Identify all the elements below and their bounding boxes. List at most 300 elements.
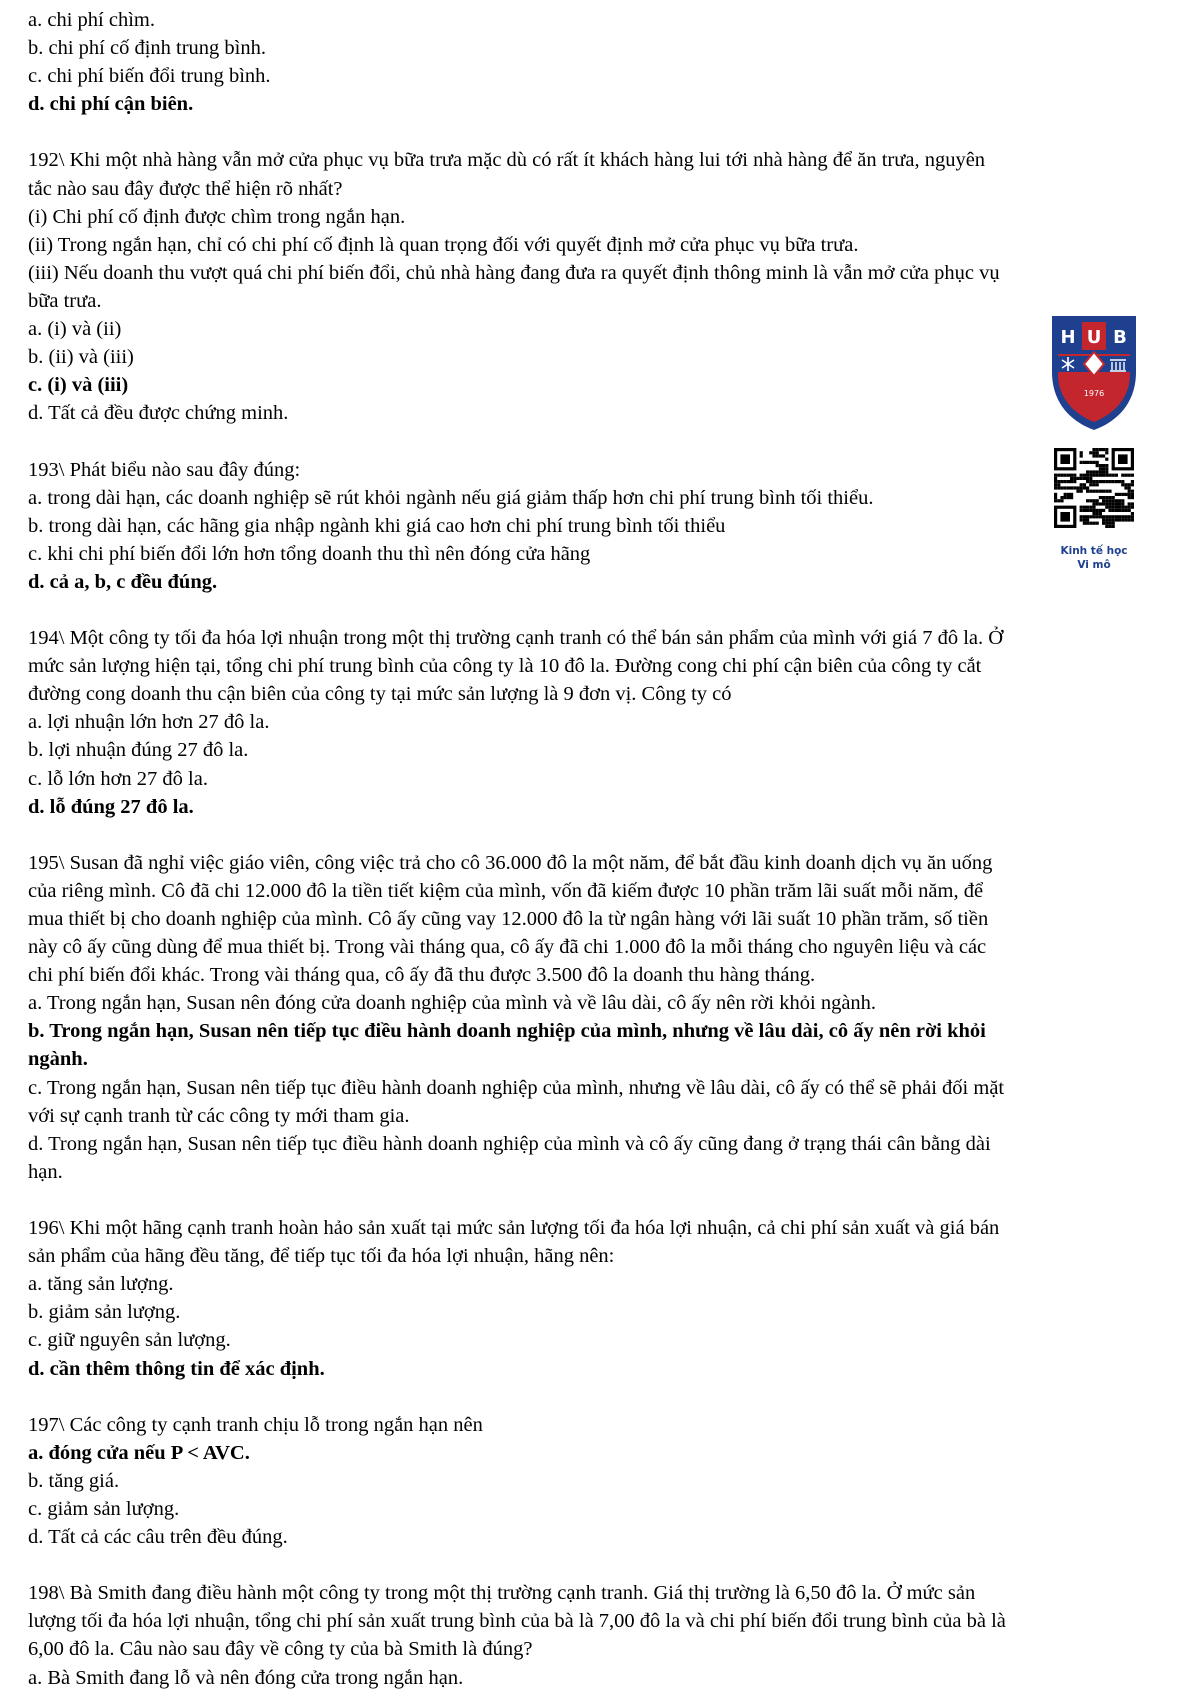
text-line: d. Tất cả các câu trên đều đúng. [28,1526,288,1549]
qr-module [1115,515,1118,518]
qr-module [1099,454,1102,457]
qr-module [1089,480,1092,483]
qr-module [1099,509,1102,512]
qr-module [1108,522,1111,525]
qr-module [1105,451,1108,454]
qr-module [1105,458,1108,461]
qr-module [1118,499,1121,502]
qr-module [1115,518,1118,521]
qr-module [1105,467,1108,470]
qr-module [1128,474,1131,477]
qr-module [1064,486,1067,489]
qr-module [1083,522,1086,525]
qr-module [1118,518,1121,521]
qr-module [1118,502,1121,505]
qr-module [1121,506,1124,509]
qr-module [1128,493,1131,496]
blank-line [28,821,1168,849]
qr-module [1096,512,1099,515]
qr-module [1128,518,1131,521]
qr-module [1112,502,1115,505]
qr-module [1121,515,1124,518]
qr-module [1131,493,1134,496]
qr-module [1083,509,1086,512]
qr-module [1060,496,1063,499]
qr-module [1108,525,1111,528]
text-line: 193\ Phát biểu nào sau đây đúng: [28,458,301,481]
qr-module [1105,502,1108,505]
text-line: d. cả a, b, c đều đúng. [28,570,218,593]
qr-module [1112,474,1115,477]
qr-module [1128,483,1131,486]
qr-module [1131,506,1134,509]
text-line: b. lợi nhuận đúng 27 đô la. [28,739,249,762]
qr-module [1102,467,1105,470]
qr-module [1099,515,1102,518]
qr-module [1105,506,1108,509]
qr-module [1099,480,1102,483]
qr-module [1089,499,1092,502]
text-line: d. Tất cả đều được chứng minh. [28,402,289,425]
qr-module [1089,474,1092,477]
qr-module [1096,464,1099,467]
text-line: tắc nào sau đây được thể hiện rõ nhất? [28,177,343,200]
qr-module [1099,490,1102,493]
qr-module [1080,483,1083,486]
qr-code [1054,448,1134,528]
text-line: b. (ii) và (iii) [28,346,134,369]
qr-module [1057,499,1060,502]
qr-module [1064,474,1067,477]
qr-module [1092,509,1095,512]
qr-module [1128,490,1131,493]
qr-module [1064,480,1067,483]
qr-module [1092,480,1095,483]
qr-module [1080,454,1083,457]
qr-module [1089,470,1092,473]
qr-module [1124,486,1127,489]
text-line: c. giữ nguyên sản lượng. [28,1329,231,1352]
blank-line [28,118,1168,146]
qr-module [1086,522,1089,525]
text-line: d. Trong ngắn hạn, Susan nên tiếp tục điều hành doanh nghiệp của mình và cô ấy cũng đang ở trạng thái cân bằng dài [28,1132,991,1155]
text-line: mức sản lượng hiện tại, tổng chi phí trung bình của công ty là 10 đô la. Đường cong chi phí cận biên của công ty cắt [28,655,982,678]
text-line: 196\ Khi một hãng cạnh tranh hoàn hảo sản xuất tại mức sản lượng tối đa hóa lợi nhuận, cả chi phí sản xuất và giá bán [28,1217,1000,1240]
qr-module [1099,496,1102,499]
qr-module [1054,477,1057,480]
qr-module [1115,493,1118,496]
qr-module [1096,454,1099,457]
qr-module [1092,490,1095,493]
qr-module [1070,474,1073,477]
qr-module [1118,493,1121,496]
qr-module [1092,506,1095,509]
qr-module [1121,499,1124,502]
text-line: a. trong dài hạn, các doanh nghiệp sẽ rút khỏi ngành nếu giá giảm thấp hơn chi phí trung bình tối thiểu. [28,486,874,509]
qr-module [1064,496,1067,499]
qr-module [1054,480,1057,483]
qr-module [1112,525,1115,528]
qr-module [1092,474,1095,477]
qr-module [1057,480,1060,483]
qr-module [1089,483,1092,486]
qr-module [1092,512,1095,515]
qr-module [1057,474,1060,477]
qr-module [1096,461,1099,464]
qr-module [1067,493,1070,496]
blank-line [28,1186,1168,1214]
qr-module [1054,499,1057,502]
text-line: b. chi phí cố định trung bình. [28,37,267,60]
text-line: với sự cạnh tranh từ các công ty mới tham gia. [28,1104,410,1127]
text-line: bữa trưa. [28,289,102,312]
qr-module [1102,480,1105,483]
qr-module [1105,474,1108,477]
text-line: a. lợi nhuận lớn hơn 27 đô la. [28,711,270,734]
qr-module [1128,486,1131,489]
qr-module [1083,474,1086,477]
qr-module [1105,480,1108,483]
qr-module [1064,493,1067,496]
qr-module [1115,509,1118,512]
qr-module [1131,502,1134,505]
qr-module [1118,506,1121,509]
qr-module [1115,502,1118,505]
qr-module [1067,474,1070,477]
text-line: d. cần thêm thông tin để xác định. [28,1357,325,1380]
blank-line [28,1551,1168,1579]
qr-module [1089,477,1092,480]
qr-module [1086,477,1089,480]
qr-module [1089,451,1092,454]
text-line: a. (i) và (ii) [28,318,122,341]
qr-module [1102,454,1105,457]
text-line: (i) Chi phí cố định được chìm trong ngắn hạn. [28,205,406,228]
text-line: c. Trong ngắn hạn, Susan nên tiếp tục điều hành doanh nghiệp của mình, nhưng về lâu dài, cô ấy có thể sẽ phải đối mặt [28,1076,1005,1099]
qr-module [1118,480,1121,483]
text-line: d. lỗ đúng 27 đô la. [28,795,194,818]
logo-caption-line1: Kinh tế học [1060,545,1128,557]
qr-module [1086,509,1089,512]
qr-module [1067,486,1070,489]
qr-module [1102,490,1105,493]
qr-module [1092,515,1095,518]
qr-module [1099,448,1102,451]
logo-caption [1040,544,1148,572]
qr-module [1089,461,1092,464]
qr-module [1121,480,1124,483]
qr-module [1080,451,1083,454]
qr-module [1067,480,1070,483]
qr-module [1108,480,1111,483]
text-line: hạn. [28,1160,63,1183]
qr-module [1080,518,1083,521]
qr-module [1131,512,1134,515]
qr-module [1112,496,1115,499]
qr-module [1121,474,1124,477]
text-line: a. chi phí chìm. [28,9,155,31]
qr-module [1080,461,1083,464]
qr-module [1124,506,1127,509]
qr-module [1096,470,1099,473]
qr-module [1131,480,1134,483]
qr-module [1112,515,1115,518]
text-line: đường cong doanh thu cận biên của công ty tại mức sản lượng là 9 đơn vị. Công ty có [28,683,732,706]
qr-module [1067,496,1070,499]
qr-module [1115,499,1118,502]
qr-module [1086,499,1089,502]
qr-module [1121,493,1124,496]
qr-module [1124,483,1127,486]
qr-module [1112,509,1115,512]
qr-module [1080,509,1083,512]
qr-module [1086,480,1089,483]
qr-module [1121,502,1124,505]
logo-caption-line2: Vi mô [1077,559,1111,571]
qr-module [1054,483,1057,486]
qr-module [1131,515,1134,518]
text-line: 6,00 đô la. Câu nào sau đây về công ty của bà Smith là đúng? [28,1638,533,1661]
qr-module [1108,499,1111,502]
qr-module [1073,477,1076,480]
qr-module [1057,486,1060,489]
qr-module [1128,515,1131,518]
qr-module [1070,480,1073,483]
qr-module [1080,506,1083,509]
qr-module [1076,490,1079,493]
qr-module [1118,454,1128,464]
qr-module [1099,512,1102,515]
qr-module [1060,474,1063,477]
qr-module [1105,515,1108,518]
qr-module [1060,512,1070,522]
logo-year: 1976 [1083,389,1105,398]
qr-module [1099,467,1102,470]
qr-module [1118,509,1121,512]
qr-module [1080,490,1083,493]
qr-module [1057,483,1060,486]
qr-module [1102,499,1105,502]
qr-module [1124,493,1127,496]
text-line: ngành. [28,1048,88,1071]
qr-module [1060,480,1063,483]
text-line: (ii) Trong ngắn hạn, chỉ có chi phí cố định là quan trọng đối với quyết định mở cửa phục vụ bữa trưa. [28,233,859,256]
qr-module [1124,474,1127,477]
qr-module [1073,474,1076,477]
qr-module [1092,461,1095,464]
text-line: chi phí biến đổi khác. Trong vài tháng qua, cô ấy đã thu được 3.500 đô la doanh thu hàng tháng. [28,964,816,987]
text-line: sản phẩm của hãng đều tăng, để tiếp tục tối đa hóa lợi nhuận, hãng nên: [28,1245,615,1268]
qr-module [1083,486,1086,489]
text-line: 195\ Susan đã nghỉ việc giáo viên, công việc trả cho cô 36.000 đô la một năm, để bắt đầu kinh doanh dịch vụ ăn uống [28,851,993,874]
hub-university-logo [1046,312,1142,432]
qr-module [1054,496,1057,499]
qr-module [1054,474,1057,477]
text-line: a. Bà Smith đang lỗ và nên đóng cửa trong ngắn hạn. [28,1666,464,1689]
qr-module [1080,486,1083,489]
qr-module [1070,477,1073,480]
qr-module [1086,506,1089,509]
qr-module [1102,474,1105,477]
qr-module [1080,477,1083,480]
qr-module [1128,506,1131,509]
qr-module [1108,496,1111,499]
qr-module [1083,483,1086,486]
qr-module [1121,518,1124,521]
text-line: 194\ Một công ty tối đa hóa lợi nhuận trong một thị trường cạnh tranh có thể bán sản phẩm của mình với giá 7 đô la. Ở [28,627,1004,650]
qr-module [1083,461,1086,464]
text-line: của riêng mình. Cô đã chi 12.000 đô la tiền tiết kiệm của mình, vốn đã kiếm được 10 phần trăm lãi suất mỗi năm, để [28,879,984,902]
qr-module [1105,522,1108,525]
qr-module [1080,474,1083,477]
qr-module [1115,480,1118,483]
text-line: c. giảm sản lượng. [28,1497,180,1520]
text-line: mua thiết bị cho doanh nghiệp của mình. Cô ấy cũng vay 12.000 đô la từ ngân hàng với lãi suất 10 phần trăm, số tiền [28,908,989,930]
qr-module [1089,522,1092,525]
qr-module [1096,515,1099,518]
qr-module [1131,474,1134,477]
text-line: d. chi phí cận biên. [28,93,194,116]
qr-module [1092,470,1095,473]
qr-module [1105,470,1108,473]
qr-module [1105,499,1108,502]
text-line: a. tăng sản lượng. [28,1273,174,1296]
qr-module [1086,515,1089,518]
qr-module [1060,486,1063,489]
qr-module [1092,522,1095,525]
qr-module [1121,483,1124,486]
qr-module [1092,448,1095,451]
blank-line [28,427,1168,455]
text-line: c. khi chi phí biến đổi lớn hơn tổng doanh thu thì nên đóng cửa hãng [28,542,591,565]
qr-module [1086,474,1089,477]
qr-module [1089,506,1092,509]
text-line: c. chi phí biến đổi trung bình. [28,65,271,88]
text-line: a. đóng cửa nếu P < AVC. [28,1441,250,1464]
qr-module [1102,522,1105,525]
qr-module [1108,502,1111,505]
logo-letter-b: B [1113,327,1127,348]
qr-module [1128,496,1131,499]
qr-module [1092,483,1095,486]
qr-module [1112,522,1115,525]
qr-module [1070,496,1073,499]
qr-module [1131,483,1134,486]
qr-module [1073,480,1076,483]
text-line: này cô ấy cũng dùng để mua thiết bị. Trong vài tháng qua, cô ấy đã chi 1.000 đô la mỗi tháng cho nguyên liệu và các [28,936,987,959]
qr-module [1096,502,1099,505]
qr-module [1102,464,1105,467]
qr-module [1096,448,1099,451]
qr-module [1054,486,1057,489]
text-line: b. Trong ngắn hạn, Susan nên tiếp tục điều hành doanh nghiệp của mình, nhưng về lâu dài, cô ấy nên rời khỏi [28,1020,986,1043]
qr-module [1096,483,1099,486]
qr-module [1073,486,1076,489]
logo-letter-h: H [1060,327,1076,348]
qr-module [1096,490,1099,493]
qr-module [1108,506,1111,509]
qr-module [1105,464,1108,467]
qr-module [1086,470,1089,473]
qr-module [1102,448,1105,451]
qr-module [1086,518,1089,521]
qr-module [1089,490,1092,493]
qr-module [1105,496,1108,499]
qr-module [1128,509,1131,512]
text-line: c. (i) và (iii) [28,374,129,397]
qr-module [1108,474,1111,477]
qr-module [1102,515,1105,518]
text-line: a. Trong ngắn hạn, Susan nên đóng cửa doanh nghiệp của mình và về lâu dài, cô ấy nên rời khỏi ngành. [28,992,877,1015]
qr-module [1089,509,1092,512]
qr-module [1112,518,1115,521]
qr-module [1083,518,1086,521]
qr-module [1092,502,1095,505]
qr-module [1131,518,1134,521]
text-line: b. tăng giá. [28,1469,120,1492]
qr-module [1060,499,1063,502]
qr-module [1076,486,1079,489]
logo-letter-u: U [1086,327,1102,348]
qr-module [1115,506,1118,509]
qr-module [1105,448,1108,451]
text-line: lượng tối đa hóa lợi nhuận, tổng chi phí sản xuất trung bình của bà là 7,00 đô la và chi phí biến đổi trung bình của bà là [28,1610,1006,1633]
qr-module [1105,525,1108,528]
text-line: (iii) Nếu doanh thu vượt quá chi phí biến đổi, chủ nhà hàng đang đưa ra quyết định thông minh là vẫn mở cửa phục vụ [28,261,1000,284]
qr-module [1086,461,1089,464]
qr-module [1112,480,1115,483]
qr-module [1118,515,1121,518]
qr-module [1083,506,1086,509]
qr-module [1096,480,1099,483]
qr-module [1112,499,1115,502]
text-line: 197\ Các công ty cạnh tranh chịu lỗ trong ngắn hạn nên [28,1413,483,1436]
text-line: b. giảm sản lượng. [28,1301,181,1324]
qr-module [1099,464,1102,467]
qr-module [1096,509,1099,512]
qr-module [1124,518,1127,521]
qr-module [1083,477,1086,480]
qr-module [1102,496,1105,499]
qr-module [1086,490,1089,493]
qr-module [1115,474,1118,477]
qr-module [1060,454,1070,464]
text-line: 198\ Bà Smith đang điều hành một công ty trong một thị trường cạnh tranh. Giá thị trường là 6,50 đô la. Ở mức sản [28,1582,976,1605]
qr-module [1108,509,1111,512]
qr-module [1086,486,1089,489]
text-line: b. trong dài hạn, các hãng gia nhập ngành khi giá cao hơn chi phí trung bình tối thiểu [28,514,726,537]
qr-module [1105,518,1108,521]
qr-module [1096,522,1099,525]
qr-module [1080,515,1083,518]
qr-module [1131,490,1134,493]
qr-module [1108,490,1111,493]
blank-line [28,1383,1168,1411]
qr-module [1092,499,1095,502]
qr-module [1102,502,1105,505]
qr-module [1089,515,1092,518]
qr-module [1124,509,1127,512]
qr-module [1092,451,1095,454]
qr-module [1083,515,1086,518]
blank-line [28,596,1168,624]
qr-module [1108,518,1111,521]
qr-module [1124,515,1127,518]
qr-module [1099,474,1102,477]
document-body [28,6,1168,1692]
qr-module [1096,451,1099,454]
qr-module [1108,515,1111,518]
